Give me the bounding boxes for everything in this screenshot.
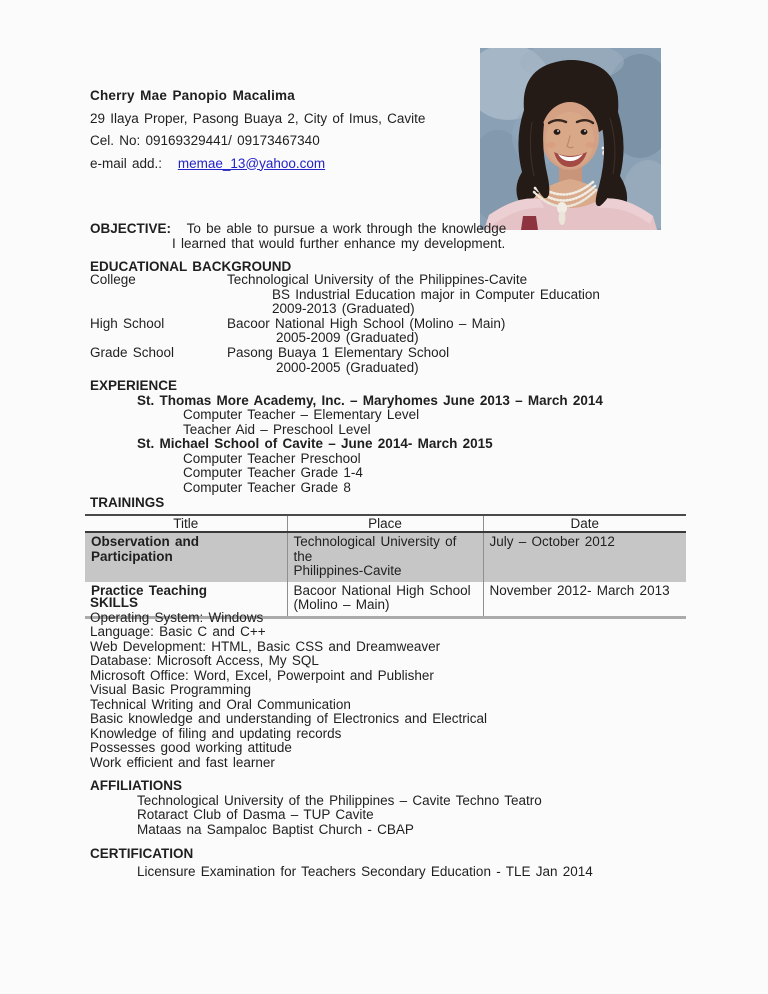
skill-item: Database: Microsoft Access, My SQL [90, 653, 319, 669]
training-date: July – October 2012 [483, 532, 686, 582]
education-heading: EDUCATIONAL BACKGROUND [90, 259, 292, 274]
job-duty: Computer Teacher Preschool [183, 450, 361, 466]
education-row-college [90, 273, 600, 317]
skills-heading: SKILLS [90, 595, 139, 610]
column-header-title: Title [173, 516, 199, 531]
experience-heading: EXPERIENCE [90, 378, 178, 393]
certification-section [90, 847, 593, 879]
affiliation-item: Mataas na Sampaloc Baptist Church - CBAP [137, 821, 414, 837]
training-place: Bacoor National High School (Molino – Main) [287, 582, 483, 618]
column-header-date: Date [483, 515, 686, 532]
skill-item: Work efficient and fast learner [90, 755, 275, 771]
education-detail: 2000-2005 (Graduated) [276, 359, 419, 375]
education-detail: BS Industrial Education major in Computer Education [272, 286, 600, 302]
skills-section [90, 596, 487, 771]
job-duty: Teacher Aid – Preschool Level [183, 421, 371, 437]
job-title: St. Michael School of Cavite – June 2014- March 2015 [137, 436, 493, 451]
affiliations-section [90, 779, 542, 837]
skill-item: Technical Writing and Oral Communication [90, 696, 351, 712]
email-line [90, 153, 425, 176]
affiliation-item: Technological University of the Philippines – Cavite Techno Teatro [137, 792, 542, 808]
job-duty: Computer Teacher – Elementary Level [183, 407, 420, 422]
education-level-label: High School [90, 315, 165, 331]
applicant-name: Cherry Mae Panopio Macalima [90, 88, 295, 103]
applicant-phone: Cel. No: 09169329441/ 09173467340 [90, 133, 320, 148]
job-duty: Computer Teacher Grade 1-4 [183, 465, 363, 480]
experience-section [90, 379, 603, 495]
education-section [90, 273, 600, 375]
certification-item: Licensure Examination for Teachers Secondary Education - TLE Jan 2014 [137, 863, 593, 879]
objective-line2: I learned that would further enhance my development. [172, 236, 506, 251]
trainings-heading: TRAININGS [90, 495, 165, 510]
objective-label: OBJECTIVE: [90, 221, 172, 236]
skill-item: Operating System: Windows [90, 609, 264, 625]
training-place: Technological University of the Philippines-Cavite [287, 532, 483, 582]
skill-item: Visual Basic Programming [90, 682, 252, 698]
job-title: St. Thomas More Academy, Inc. – Maryhomes June 2013 – March 2014 [137, 392, 603, 408]
affiliations-heading: AFFILIATIONS [90, 778, 182, 793]
column-header-place: Place [287, 515, 483, 532]
email-link[interactable]: memae_13@yahoo.com [177, 155, 326, 171]
affiliation-item: Rotaract Club of Dasma – TUP Cavite [137, 807, 374, 823]
email-label: e-mail add.: [90, 155, 163, 171]
education-row-gradeschool [90, 346, 600, 375]
trainings-header-row [85, 515, 686, 532]
objective-section [90, 221, 506, 251]
training-date: November 2012- March 2013 [483, 582, 686, 618]
portrait-photo [480, 48, 661, 230]
training-title: Practice Teaching [91, 582, 208, 598]
objective-line1: OBJECTIVE: To be able to pursue a work through the knowledge [90, 221, 507, 236]
skill-item: Knowledge of filing and updating records [90, 725, 342, 741]
trainings-row [85, 532, 686, 582]
applicant-address: 29 Ilaya Proper, Pasong Buaya 2, City of Imus, Cavite [90, 110, 426, 126]
education-detail: 2005-2009 (Graduated) [276, 330, 419, 346]
certification-heading: CERTIFICATION [90, 846, 194, 861]
skill-item: Microsoft Office: Word, Excel, Powerpoint and Publisher [90, 667, 434, 683]
education-school: Pasong Buaya 1 Elementary School [227, 344, 450, 360]
skill-item: Basic knowledge and understanding of Electronics and Electrical [90, 711, 487, 727]
education-level-label: Grade School [90, 344, 175, 360]
education-detail: 2009-2013 (Graduated) [272, 301, 415, 317]
skill-item: Possesses good working attitude [90, 740, 292, 756]
skill-item: Language: Basic C and C++ [90, 624, 266, 640]
job-duty: Computer Teacher Grade 8 [183, 479, 351, 495]
education-school: Bacoor National High School (Molino – Main) [227, 315, 506, 331]
education-row-highschool [90, 317, 600, 346]
education-school: Technological University of the Philippines-Cavite [227, 272, 528, 287]
portrait-photo-graphic [480, 48, 661, 230]
training-title: Observation and Participation [91, 534, 200, 564]
education-level-label: College [90, 272, 136, 287]
contact-block [90, 85, 425, 175]
skill-item: Web Development: HTML, Basic CSS and Dreamweaver [90, 638, 441, 654]
